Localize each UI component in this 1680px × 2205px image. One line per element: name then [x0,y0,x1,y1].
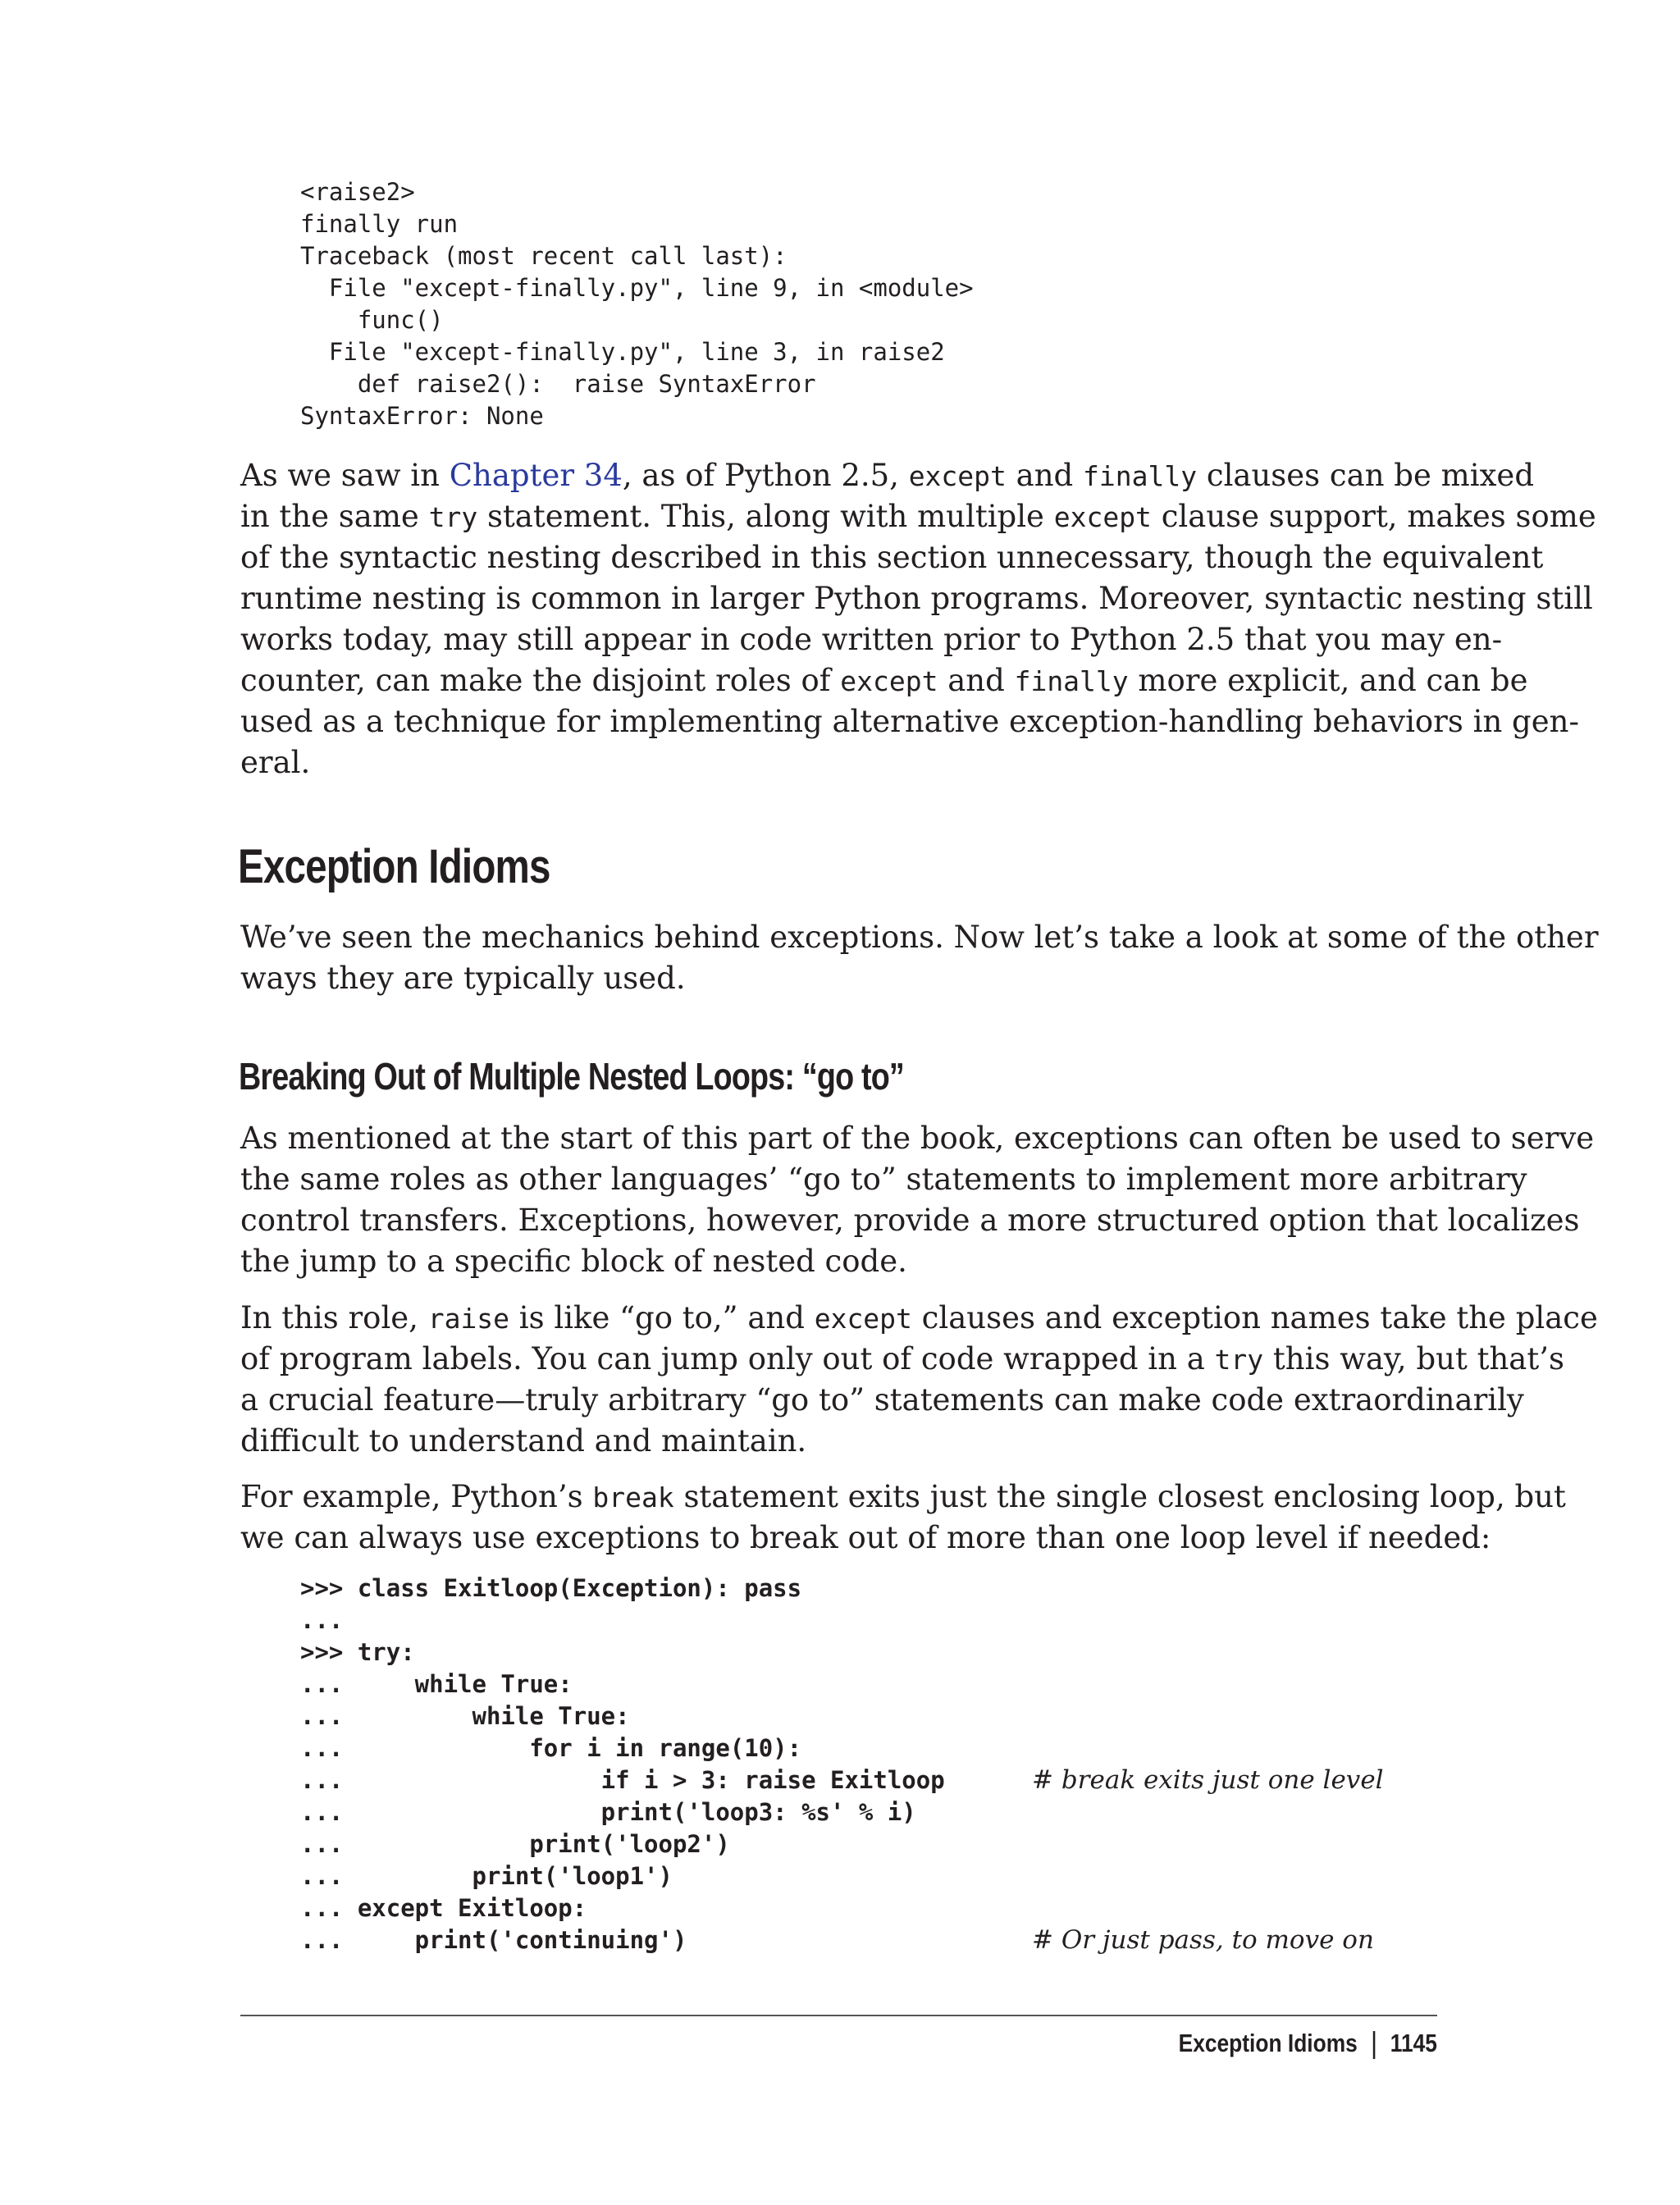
inline-code: try [428,501,478,533]
code-comment: # Or just pass, to move on [1032,1925,1374,1955]
code-line: >>> class Exitloop(Exception): pass [300,1574,802,1602]
text-line: control transfers. Exceptions, however, provide a more structured option that localizes [240,1203,1580,1238]
text-line: works today, may still appear in code written prior to Python 2.5 that you may en- [240,622,1503,657]
inline-code: raise [427,1303,510,1335]
text-line: counter, can make the disjoint roles of except and finally more explicit, and can be [240,663,1528,698]
text-line: We’ve seen the mechanics behind exceptions. Now let’s take a look at some of the other [240,920,1599,955]
subsection-heading: Breaking Out of Multiple Nested Loops: “go to” [239,1055,904,1098]
inline-code: finally [1014,665,1129,697]
inline-code: try [1214,1344,1264,1376]
footer-section-title: Exception Idioms [1178,2029,1358,2057]
page-footer [1179,2029,1437,2059]
code-line: ... for i in range(10): [300,1734,802,1762]
section-heading: Exception Idioms [238,840,550,893]
text-line: difficult to understand and maintain. [240,1423,807,1459]
text-line: the jump to a specific block of nested code. [240,1244,907,1279]
page-number: 1145 [1390,2029,1437,2057]
code-line: def raise2(): raise SyntaxError [300,370,816,398]
text-line: of the syntactic nesting described in this section unnecessary, though the equivalent [240,540,1544,575]
code-comment: # break exits just one level [1032,1765,1384,1795]
code-line: ... [300,1606,344,1634]
traceback-code-block [300,176,974,432]
code-line: ... except Exitloop: [300,1894,587,1922]
text-line: of program labels. You can jump only out of code wrapped in a try this way, but that’s [240,1341,1564,1376]
exitloop-code-block [300,1573,1384,1956]
footer-separator [1373,2031,1376,2059]
text-line: eral. [240,745,311,780]
paragraph-try-statement-nesting [240,455,1596,783]
code-line: SyntaxError: None [300,402,544,430]
code-line: ... print('loop2') [300,1830,730,1858]
paragraph-break-example [240,1477,1566,1559]
inline-code: except [814,1303,912,1335]
inline-code: finally [1083,460,1198,492]
text-line: the same roles as other languages’ “go to” statements to implement more arbitrary [240,1162,1527,1197]
text-line: In this role, raise is like “go to,” and except clauses and exception names take the place [240,1300,1598,1335]
text-line: For example, Python’s break statement exits just the single closest enclosing loop, but [240,1479,1566,1514]
code-line: finally run [300,210,459,238]
code-line: >>> try: [300,1638,415,1666]
paragraph-mechanics [240,917,1599,999]
code-line-with-comment: ... print('continuing') # Or just pass, to move on [300,1925,1374,1955]
code-line: ... while True: [300,1702,630,1730]
text-line: runtime nesting is common in larger Python programs. Moreover, syntactic nesting still [240,581,1593,616]
code-line: <raise2> [300,178,415,206]
text-line: we can always use exceptions to break out of more than one loop level if needed: [240,1520,1491,1555]
chapter-34-link[interactable]: Chapter 34 [449,458,623,493]
inline-code: break [592,1481,674,1513]
text-line: used as a technique for implementing alternative exception-handling behaviors in gen- [240,704,1579,739]
inline-code: except [840,665,938,697]
inline-code: except [1053,501,1152,533]
inline-code: except [908,460,1007,492]
code-line-with-comment: ... if i > 3: raise Exitloop # break exits just one level [300,1765,1384,1795]
code-line: File "except-finally.py", line 3, in raise2 [300,338,945,366]
text-line: a crucial feature—truly arbitrary “go to” statements can make code extraordinarily [240,1382,1524,1418]
footer-divider [240,2015,1437,2016]
code-line: ... print('loop1') [300,1862,673,1890]
paragraph-raise-role [240,1298,1598,1462]
text-line: in the same try statement. This, along with multiple except clause support, makes some [240,499,1596,534]
text-line: ways they are typically used. [240,961,686,996]
code-line: ... while True: [300,1670,573,1698]
text-line: As mentioned at the start of this part of the book, exceptions can often be used to serve [240,1121,1595,1156]
paragraph-go-to [240,1118,1595,1282]
text-line: As we saw in Chapter 34, as of Python 2.5, except and finally clauses can be mixed [240,458,1535,493]
code-line: Traceback (most recent call last): [300,242,788,270]
code-line: func() [300,306,444,334]
code-line: ... print('loop3: %s' % i) [300,1798,916,1826]
code-line: File "except-finally.py", line 9, in <module> [300,274,974,302]
